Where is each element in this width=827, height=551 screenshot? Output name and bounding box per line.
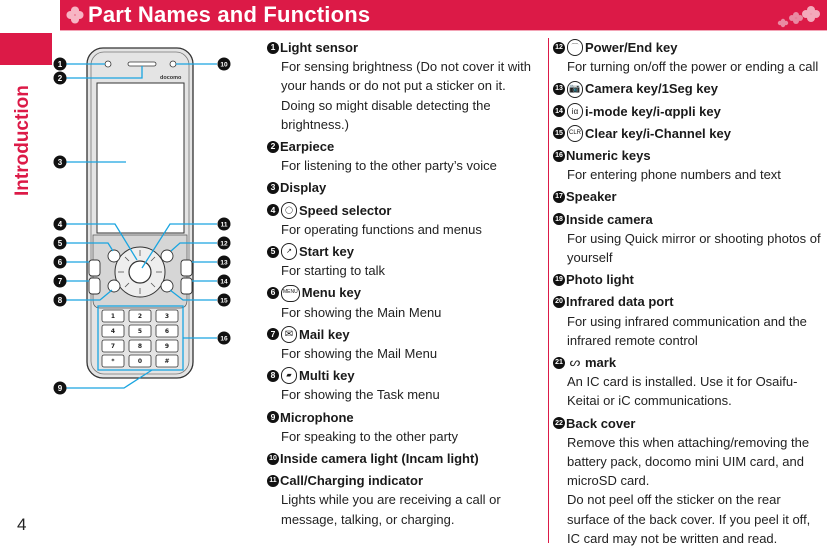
number-badge: 21 xyxy=(553,357,565,369)
part-title: Microphone xyxy=(280,409,354,425)
part-description: For speaking to the other party xyxy=(281,428,459,444)
svg-text:9: 9 xyxy=(164,343,170,350)
part-title: Camera key/1Seg key xyxy=(585,81,718,97)
svg-text:15: 15 xyxy=(220,297,228,305)
clover-icon xyxy=(66,6,84,24)
part-title: Photo light xyxy=(566,272,634,288)
part-title: Inside camera xyxy=(566,211,653,227)
svg-text:7: 7 xyxy=(57,277,63,286)
svg-text:6: 6 xyxy=(164,328,170,335)
part-item xyxy=(267,366,542,404)
part-title: Speaker xyxy=(566,189,617,205)
number-badge: 13 xyxy=(553,83,565,95)
number-badge: 14 xyxy=(553,105,565,117)
part-description: For starting to talk xyxy=(281,263,386,279)
svg-text:1: 1 xyxy=(57,60,63,69)
svg-text:0: 0 xyxy=(137,358,143,365)
svg-text:4: 4 xyxy=(57,220,63,229)
svg-text:12: 12 xyxy=(220,240,228,248)
number-badge: 8 xyxy=(267,370,279,382)
svg-text:9: 9 xyxy=(57,384,63,393)
imode-key-icon: iα xyxy=(567,103,583,120)
part-title: mark xyxy=(585,355,617,371)
part-item xyxy=(267,471,542,529)
number-badge: 7 xyxy=(267,328,279,340)
number-badge: 6 xyxy=(267,287,279,299)
part-title: Menu key xyxy=(301,285,361,301)
part-note: Do not peel off the sticker on the rear surface of the back cover. If you peel it off, IC card may not be written and read. xyxy=(567,492,811,546)
part-title: Power/End key xyxy=(585,40,678,55)
part-title: i-mode key/i-αppli key xyxy=(585,103,721,119)
part-description: Lights while you are receiving a call or message, talking, or charging. xyxy=(281,492,501,527)
clear-key-icon: CLR xyxy=(567,125,583,142)
number-badge: 20 xyxy=(553,296,565,308)
svg-text:3: 3 xyxy=(164,313,170,320)
part-item xyxy=(267,201,542,239)
camera-key-icon: 📷 xyxy=(567,81,583,98)
part-item xyxy=(267,38,542,134)
part-item xyxy=(553,210,823,268)
svg-text:4: 4 xyxy=(110,328,116,335)
number-badge: 5 xyxy=(267,246,279,258)
part-title: Start key xyxy=(299,244,354,260)
speed-selector-key-icon: ◯ xyxy=(281,202,297,219)
chapter-label: Introduction xyxy=(12,85,33,196)
part-item xyxy=(553,292,823,350)
svg-text:10: 10 xyxy=(220,61,228,69)
multi-key-icon: ▰ xyxy=(281,367,297,384)
svg-text:7: 7 xyxy=(110,343,116,350)
number-badge: 19 xyxy=(553,274,565,286)
svg-text:2: 2 xyxy=(57,74,63,83)
part-item xyxy=(267,242,542,280)
part-item xyxy=(553,146,823,184)
part-description: For showing the Task menu xyxy=(281,387,440,403)
part-item xyxy=(553,38,823,76)
part-item xyxy=(267,283,542,321)
svg-text:14: 14 xyxy=(220,278,228,286)
part-description: For listening to the other party’s voice xyxy=(281,158,497,174)
part-description: For operating functions and menus xyxy=(281,221,482,237)
part-description: Remove this when attaching/removing the battery pack, docomo mini UIM card, and microSD card. xyxy=(567,434,810,489)
svg-text:13: 13 xyxy=(220,259,228,267)
part-item xyxy=(267,408,542,446)
column-divider xyxy=(548,38,549,543)
part-item xyxy=(267,449,542,468)
part-description: For using infrared communication and the infrared remote control xyxy=(567,313,807,348)
part-title: Light sensor xyxy=(280,40,359,55)
part-title: Back cover xyxy=(566,415,636,431)
part-title: Mail key xyxy=(299,326,350,342)
part-description: For turning on/off the power or ending a call xyxy=(567,59,819,75)
part-item xyxy=(267,325,542,363)
part-description: For showing the Main Menu xyxy=(281,304,442,320)
svg-text:2: 2 xyxy=(137,313,143,320)
part-title: Infrared data port xyxy=(566,294,674,310)
part-title: Clear key/i-Channel key xyxy=(585,125,731,141)
chapter-tab xyxy=(0,33,52,65)
number-badge: 9 xyxy=(267,411,279,423)
number-badge: 2 xyxy=(267,141,279,153)
part-description: For using Quick mirror or shooting photos of yourself xyxy=(567,230,821,266)
section-title: Part Names and Functions xyxy=(88,2,371,27)
svg-text:3: 3 xyxy=(57,158,63,167)
header-rule xyxy=(60,30,827,31)
number-badge: 4 xyxy=(267,204,279,216)
parts-list-column-1 xyxy=(267,38,542,532)
menu-key-icon: MENU xyxy=(281,285,300,302)
svg-text:#: # xyxy=(164,358,170,365)
part-item xyxy=(553,414,823,548)
number-badge: 17 xyxy=(553,191,565,203)
part-item xyxy=(553,79,823,98)
power-end-key-icon: ⌒ xyxy=(567,39,583,56)
part-title: Inside camera light (Incam light) xyxy=(280,451,479,467)
part-item xyxy=(553,353,823,411)
part-title: Speed selector xyxy=(299,202,392,218)
felica-mark-icon: ᔕ xyxy=(569,355,581,370)
part-description: For sensing brightness (Do not cover it with your hands or do not put a sticker on it. Doing so might disable detecting the brightness.) xyxy=(281,59,531,132)
parts-list-column-2 xyxy=(553,38,823,551)
svg-text:11: 11 xyxy=(220,221,228,229)
svg-text:1: 1 xyxy=(110,313,116,320)
clover-decoration-icon xyxy=(771,3,821,29)
part-item xyxy=(267,178,542,197)
number-badge: 11 xyxy=(267,475,279,487)
svg-text:*: * xyxy=(111,358,115,365)
svg-text:6: 6 xyxy=(57,258,63,267)
part-item xyxy=(553,124,823,143)
part-title: Multi key xyxy=(299,368,355,384)
number-badge: 22 xyxy=(553,417,565,429)
svg-text:docomo: docomo xyxy=(160,75,182,81)
number-badge: 1 xyxy=(267,42,279,54)
part-item xyxy=(553,187,823,206)
svg-text:5: 5 xyxy=(57,239,63,248)
part-item xyxy=(553,102,823,121)
part-title: Call/Charging indicator xyxy=(280,473,424,489)
svg-text:8: 8 xyxy=(137,343,143,350)
number-badge: 3 xyxy=(267,182,279,194)
number-badge: 12 xyxy=(553,42,565,54)
part-title: Numeric keys xyxy=(566,148,651,164)
svg-text:5: 5 xyxy=(137,328,143,335)
svg-text:16: 16 xyxy=(220,335,228,343)
number-badge: 15 xyxy=(553,127,565,139)
part-title: Earpiece xyxy=(280,139,335,155)
page-number: 4 xyxy=(17,515,27,534)
number-badge: 10 xyxy=(267,453,279,465)
number-badge: 16 xyxy=(553,150,565,162)
part-title: Display xyxy=(280,180,327,196)
part-description: For entering phone numbers and text xyxy=(567,167,781,183)
part-description: For showing the Mail Menu xyxy=(281,346,438,362)
mail-key-icon: ✉ xyxy=(281,326,297,343)
part-description: An IC card is installed. Use it for Osaifu-Keitai or iC communications. xyxy=(567,374,798,409)
part-item xyxy=(553,270,823,289)
phone-diagram xyxy=(52,35,262,405)
number-badge: 18 xyxy=(553,213,565,225)
svg-text:8: 8 xyxy=(57,296,63,305)
start-key-icon: ↗ xyxy=(281,243,297,260)
part-item xyxy=(267,137,542,175)
